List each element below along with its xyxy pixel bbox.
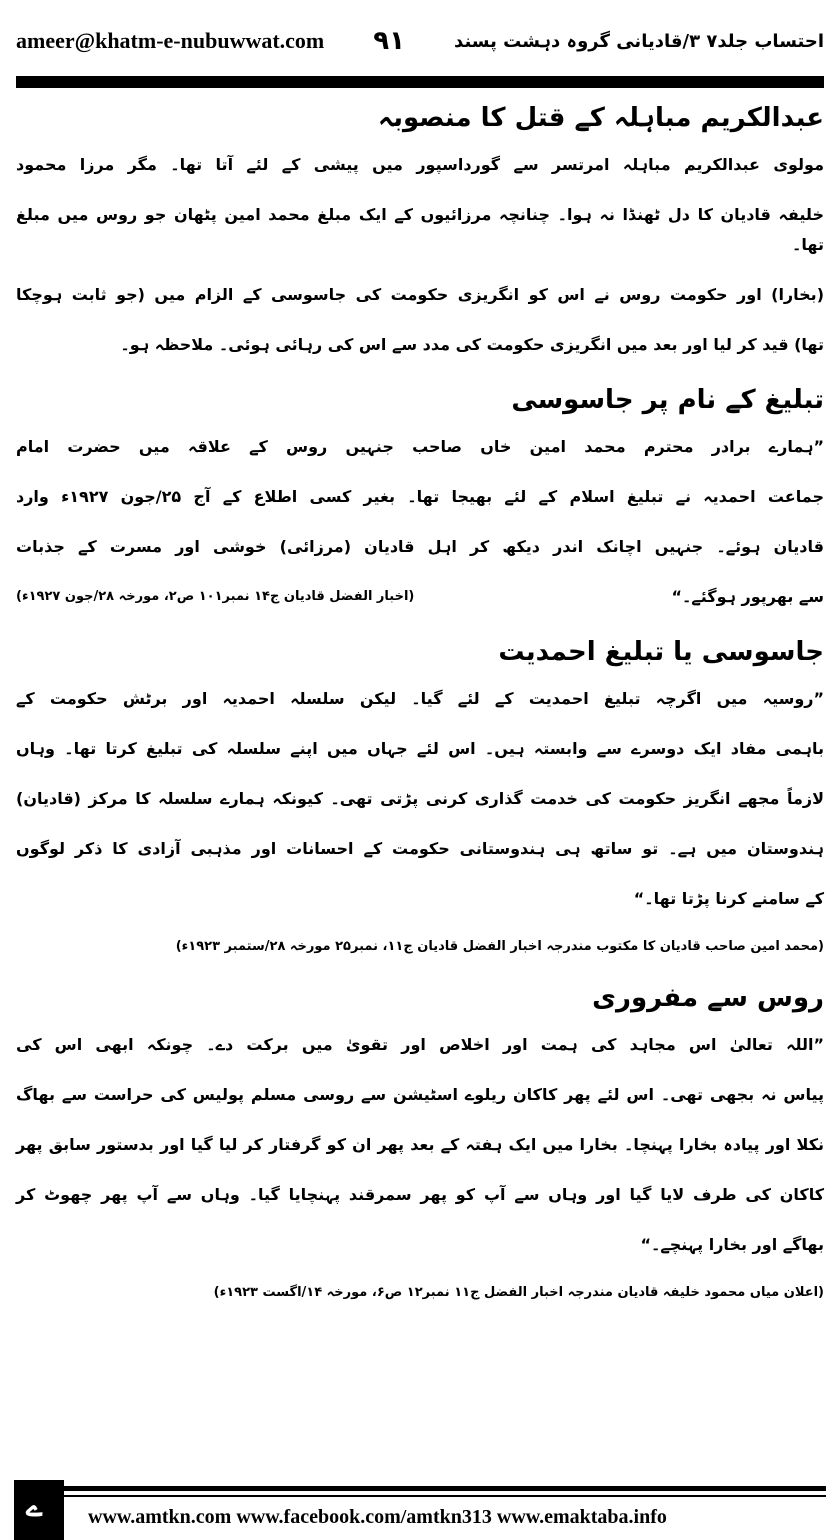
- text-line: سے بھرپور ہوگئے۔“: [671, 587, 824, 606]
- footer-page-letter: ے: [26, 1490, 43, 1523]
- page-header: [16, 10, 824, 72]
- text-line: جماعت احمدیہ نے تبلیغ اسلام کے لئے بھیجا تھا۔ بغیر کسی اطلاع کے آج ۲۵/جون ۱۹۲۷ء وارد: [16, 487, 824, 506]
- header-email[interactable]: ameer@khatm-e-nubuwwat.com: [16, 28, 325, 53]
- quote-end-row: [16, 582, 824, 612]
- text-line: مولوی عبدالکریم مباہلہ امرتسر سے گورداسپور میں پیشی کے لئے آتا تھا۔ مگر مرزا محمود: [16, 155, 824, 174]
- text-line: کاکان کی طرف لایا گیا اور وہاں سے آپ کو پھر سمرقند پہنچایا گیا۔ وہاں سے آپ پھر چھوٹ کر: [16, 1185, 824, 1204]
- text-line: قادیان ہوئے۔ جنہیں اچانک اندر دیکھ کر اہل قادیان (مرزائی) خوشی اور مسرت کے جذبات: [16, 537, 824, 556]
- text-line: ”ہمارے برادر محترم محمد امین خاں صاحب جنہیں روس کے علاقہ میں حضرت امام: [16, 437, 824, 456]
- footer-rule-thin: [64, 1495, 826, 1497]
- text-line: تھا) قید کر لیا اور بعد میں انگریزی حکومت کی مدد سے اس کی رہائی ہوئی۔ ملاحظہ ہو۔: [120, 335, 824, 354]
- text-line: لازماً مجھے انگریز حکومت کی خدمت گذاری کرنی پڑتی تھی۔ کیونکہ ہمارے سلسلہ کا مرکز (قادیان): [16, 789, 824, 808]
- header-divider: [16, 76, 824, 88]
- section-heading: عبدالکریم مباہلہ کے قتل کا منصوبہ: [377, 103, 824, 133]
- text-line: پیاس نہ بجھی تھی۔ اس لئے پھر کاکان ریلوے اسٹیشن سے روسی مسلم پولیس کی حراست سے بھاگ: [16, 1085, 824, 1104]
- text-line: باہمی مفاد ایک دوسرے سے وابستہ ہیں۔ اس لئے جہاں میں اپنے سلسلہ کی تبلیغ کرتا تھا۔ وہاں: [16, 739, 824, 758]
- citation: (محمد امین صاحب قادیان کا مکتوب مندرجہ اخبار الفضل قادیان ج۱۱، نمبر۲۵ مورخہ ۲۸/ستمبر ۱۹۲۳ء): [175, 939, 824, 954]
- text-line: نکلا اور پیادہ بخارا پہنچا۔ بخارا میں ایک ہفتہ کے بعد پھر ان کو گرفتار کر لیا گیا اور بدستور سابق پھر: [16, 1135, 825, 1154]
- footer-rule-thick: [64, 1486, 826, 1491]
- text-line: ”روسیہ میں اگرچہ تبلیغ احمدیت کے لئے گیا۔ لیکن سلسلہ احمدیہ اور برٹش حکومت کے: [16, 689, 824, 708]
- citation: (اخبار الفضل قادیان ج۱۴ نمبر۱۰۱ ص۲، مورخہ ۲۸/جون ۱۹۲۷ء): [16, 589, 415, 604]
- section-heading: روس سے مفروری: [592, 983, 824, 1013]
- text-line: ”اللہ تعالیٰ اس مجاہد کی ہمت اور اخلاص اور تقویٰ میں برکت دے۔ چونکہ ابھی اس کی: [16, 1035, 824, 1054]
- text-line: ہندوستان میں ہے۔ تو ساتھ ہی ہندوستانی حکومت کے احسانات اور مذہبی آزادی کا ذکر لوگوں: [16, 839, 824, 858]
- footer-page-box: [14, 1480, 64, 1540]
- text-line: بھاگے اور بخارا پہنچے۔“: [640, 1235, 824, 1254]
- text-line: خلیفہ قادیان کا دل ٹھنڈا نہ ہوا۔ چنانچہ مرزائیوں کے ایک مبلغ محمد امین پٹھان جو روس میں مبلغ تھا۔: [16, 205, 824, 254]
- section-heading: جاسوسی یا تبلیغ احمدیت: [498, 637, 824, 667]
- text-line: (بخارا) اور حکومت روس نے اس کو انگریزی حکومت کی جاسوسی کے الزام میں (جو ثابت ہوچکا: [16, 285, 824, 304]
- page-number: ۹۱: [373, 26, 406, 56]
- book-title: احتساب جلد۷ ۳/قادیانی گروہ دہشت پسند: [454, 30, 824, 52]
- section-heading: تبلیغ کے نام پر جاسوسی: [511, 385, 824, 415]
- text-line: کے سامنے کرنا پڑتا تھا۔“: [633, 889, 824, 908]
- page-footer: [14, 1480, 826, 1540]
- footer-urls[interactable]: www.amtkn.com www.facebook.com/amtkn313 www.emaktaba.info: [88, 1506, 667, 1528]
- citation: (اعلان میاں محمود خلیفہ قادیان مندرجہ اخبار الفضل ج۱۱ نمبر۱۲ ص۶، مورخہ ۱۴/اگست ۱۹۲۳ء): [213, 1285, 824, 1300]
